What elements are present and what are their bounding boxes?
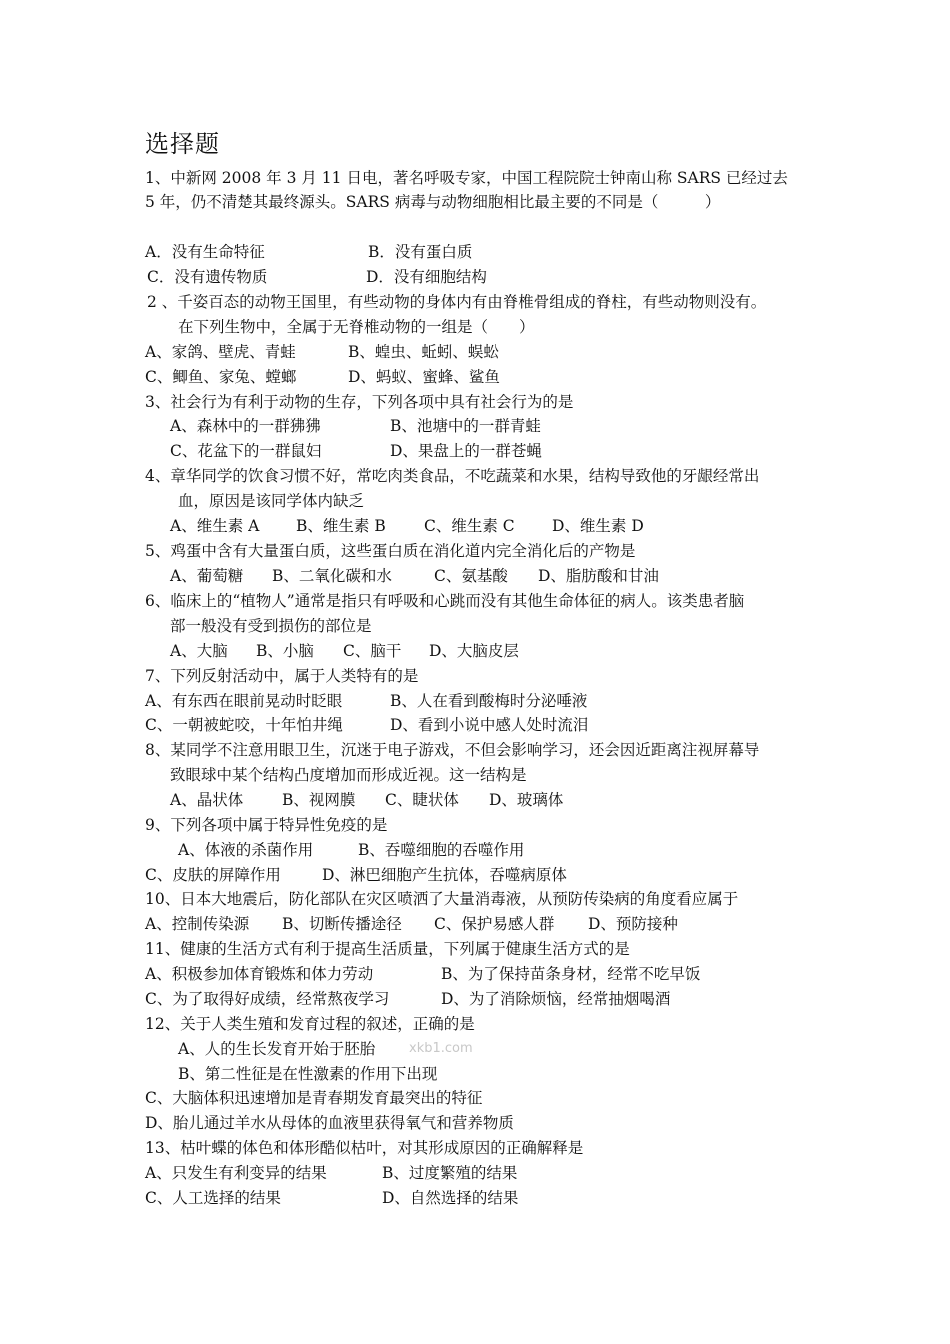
question-7-option-a: A、有东西在眼前晃动时眨眼: [145, 692, 343, 710]
question-2-line-1: 2 、千姿百态的动物王国里，有些动物的身体内有由脊椎骨组成的脊柱，有些动物则没有。: [147, 293, 767, 311]
question-12-option-d: D、胎儿通过羊水从母体的血液里获得氧气和营养物质: [145, 1114, 514, 1132]
question-4-option-d: D、维生素 D: [552, 517, 644, 535]
question-3-line-1: 3、社会行为有利于动物的生存，下列各项中具有社会行为的是: [145, 393, 574, 411]
question-7-line-1: 7、下列反射活动中，属于人类特有的是: [145, 667, 419, 685]
question-5-option-a: A、葡萄糖: [170, 567, 244, 585]
question-8-option-c: C、睫状体: [385, 791, 459, 809]
question-8-option-a: A、晶状体: [170, 791, 244, 809]
question-5-option-b: B、二氧化碳和水: [272, 567, 392, 585]
question-6-option-c: C、脑干: [343, 642, 402, 660]
question-1-option-d: D．没有细胞结构: [366, 268, 487, 286]
question-12-line-1: 12、关于人类生殖和发育过程的叙述，正确的是: [145, 1015, 475, 1033]
question-5-option-d: D、脂肪酸和甘油: [538, 567, 659, 585]
question-8-line-1: 8、某同学不注意用眼卫生，沉迷于电子游戏，不但会影响学习，还会因近距离注视屏幕导: [145, 741, 760, 759]
question-4-line-2: 血，原因是该同学体内缺乏: [178, 492, 365, 510]
question-1-option-b: B．没有蛋白质: [368, 243, 473, 261]
question-13-option-c: C、人工选择的结果: [145, 1189, 281, 1207]
question-1-line-2: 5 年，仍不清楚其最终源头。SARS 病毒与动物细胞相比最主要的不同是（ ）: [145, 193, 721, 211]
question-4-line-1: 4、章华同学的饮食习惯不好，常吃肉类食品，不吃蔬菜和水果，结构导致他的牙龈经常出: [145, 467, 760, 485]
question-9-option-c: C、皮肤的屏障作用: [145, 866, 281, 884]
section-title: 选择题: [145, 130, 220, 158]
question-9-line-1: 9、下列各项中属于特异性免疫的是: [145, 816, 388, 834]
question-3-option-d: D、果盘上的一群苍蝇: [390, 442, 542, 460]
question-2-line-2: 在下列生物中，全属于无脊椎动物的一组是（ ）: [178, 318, 535, 336]
question-1-option-c: C．没有遗传物质: [147, 268, 268, 286]
question-4-option-b: B、维生素 B: [296, 517, 386, 535]
question-1-option-a: A．没有生命特征: [145, 243, 265, 261]
question-11-option-d: D、为了消除烦恼，经常抽烟喝酒: [441, 990, 671, 1008]
question-12-option-b: B、第二性征是在性激素的作用下出现: [178, 1065, 438, 1083]
question-6-line-2: 部一般没有受到损伤的部位是: [170, 617, 372, 635]
question-11-option-a: A、积极参加体育锻炼和体力劳动: [145, 965, 374, 983]
question-3-option-a: A、森林中的一群狒狒: [170, 417, 321, 435]
watermark: xkb1.com: [409, 1041, 473, 1056]
question-8-line-2: 致眼球中某个结构凸度增加而形成近视。这一结构是: [170, 766, 527, 784]
question-2-option-b: B、蝗虫、蚯蚓、蜈蚣: [348, 343, 499, 361]
question-6-line-1: 6、临床上的“植物人”通常是指只有呼吸和心跳而没有其他生命体征的病人。该类患者脑: [145, 592, 745, 610]
question-3-option-c: C、花盆下的一群鼠妇: [170, 442, 322, 460]
question-4-option-c: C、维生素 C: [424, 517, 515, 535]
question-11-option-c: C、为了取得好成绩，经常熬夜学习: [145, 990, 390, 1008]
question-8-option-d: D、玻璃体: [489, 791, 564, 809]
question-7-option-d: D、看到小说中感人处时流泪: [390, 716, 589, 734]
question-12-option-c: C、大脑体积迅速增加是青春期发育最突出的特征: [145, 1089, 483, 1107]
question-11-line-1: 11、健康的生活方式有利于提高生活质量，下列属于健康生活方式的是: [145, 940, 630, 958]
question-10-option-a: A、控制传染源: [145, 915, 250, 933]
question-8-option-b: B、视网膜: [282, 791, 356, 809]
question-6-option-b: B、小脑: [256, 642, 314, 660]
question-2-option-a: A、家鸽、壁虎、青蛙: [145, 343, 296, 361]
question-12-option-a: A、人的生长发育开始于胚胎: [178, 1040, 376, 1058]
question-2-option-c: C、鲫鱼、家兔、螳螂: [145, 368, 297, 386]
question-13-option-a: A、只发生有利变异的结果: [145, 1164, 327, 1182]
question-6-option-a: A、大脑: [170, 642, 228, 660]
question-5-line-1: 5、鸡蛋中含有大量蛋白质，这些蛋白质在消化道内完全消化后的产物是: [145, 542, 636, 560]
question-10-option-d: D、预防接种: [588, 915, 678, 933]
question-13-line-1: 13、枯叶蝶的体色和体形酷似枯叶，对其形成原因的正确解释是: [145, 1139, 584, 1157]
question-6-option-d: D、大脑皮层: [429, 642, 519, 660]
question-2-option-d: D、蚂蚁、蜜蜂、鲨鱼: [348, 368, 500, 386]
question-1-line-1: 1、中新网 2008 年 3 月 11 日电，著名呼吸专家，中国工程院院士钟南山称 SARS 已经过去: [145, 169, 788, 187]
question-10-option-c: C、保护易感人群: [434, 915, 555, 933]
question-9-option-b: B、吞噬细胞的吞噬作用: [358, 841, 525, 859]
question-13-option-b: B、过度繁殖的结果: [382, 1164, 518, 1182]
question-13-option-d: D、自然选择的结果: [382, 1189, 519, 1207]
question-9-option-d: D、淋巴细胞产生抗体，吞噬病原体: [322, 866, 567, 884]
question-7-option-c: C、一朝被蛇咬，十年怕井绳: [145, 716, 343, 734]
question-10-option-b: B、切断传播途径: [282, 915, 402, 933]
question-4-option-a: A、维生素 A: [170, 517, 260, 535]
question-11-option-b: B、为了保持苗条身材，经常不吃早饭: [441, 965, 701, 983]
question-9-option-a: A、体液的杀菌作用: [178, 841, 314, 859]
question-5-option-c: C、氨基酸: [434, 567, 508, 585]
question-7-option-b: B、人在看到酸梅时分泌唾液: [390, 692, 588, 710]
question-3-option-b: B、池塘中的一群青蛙: [390, 417, 541, 435]
question-10-line-1: 10、日本大地震后，防化部队在灾区喷洒了大量消毒液，从预防传染病的角度看应属于: [145, 890, 739, 908]
